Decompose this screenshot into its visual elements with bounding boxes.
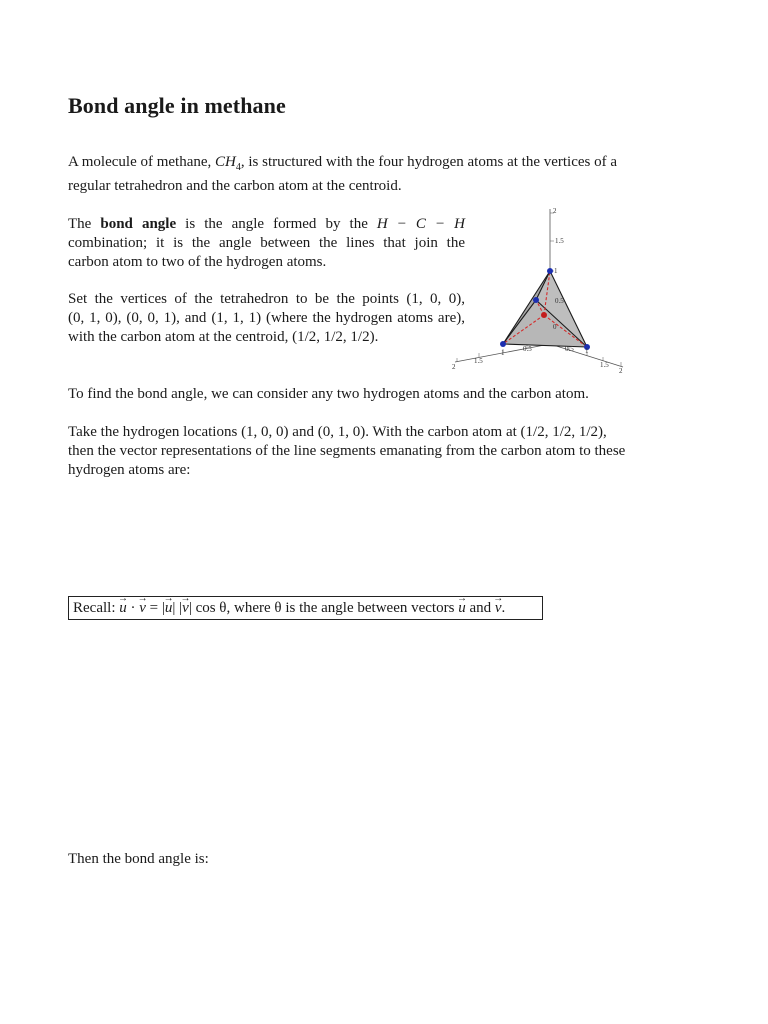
hch-expression: H − C − H [376, 216, 465, 232]
take-line-2: then the vector representations of the line segments emanating from the carbon atom to these [68, 443, 626, 459]
vertices-line-3: with the carbon atom at the centroid, (1/2, 1/2, 1/2). [68, 329, 379, 345]
page-title: Bond angle in methane [68, 93, 286, 118]
vertices-paragraph [68, 290, 465, 347]
bond-angle-term: bond angle [100, 216, 177, 232]
tick-label-z15: 1.5 [555, 237, 564, 245]
methane-formula: CH [215, 154, 236, 170]
hydrogen-vertex-top [547, 268, 553, 274]
tick-label-x2: 2 [452, 363, 456, 371]
bond-angle-paragraph [68, 215, 465, 272]
hydrogen-vertex-front [533, 297, 539, 303]
tick-label-z2: 2 [553, 207, 557, 215]
vector-v: → v [139, 597, 146, 619]
bond-angle-line-2: combination; it is the angle between the lines that join the [68, 235, 465, 251]
hydrogen-vertex-left [500, 341, 506, 347]
tick-label-z05: 0.5 [555, 297, 564, 305]
intro-paragraph [68, 153, 668, 196]
tick-label-y15: 1.5 [600, 361, 609, 369]
vertices-line-1: Set the vertices of the tetrahedron to be the points (1, 0, 0), [68, 291, 465, 307]
take-paragraph [68, 423, 688, 480]
vertices-line-2: (0, 1, 0), (0, 0, 1), and (1, 1, 1) (where the hydrogen atoms are), [68, 310, 465, 326]
bond-angle-line-1: The bond angle is the angle formed by the H − C − H [68, 216, 465, 232]
tick-label-x15: 1.5 [474, 357, 483, 365]
tick-label-z0: 0 [553, 323, 557, 331]
then-paragraph: Then the bond angle is: [68, 851, 209, 867]
tick-label-y05: 0.5 [565, 345, 574, 353]
tick-label-y1: 1 [585, 347, 589, 355]
tetrahedron-figure [449, 205, 629, 375]
tick-label-x1: 1 [501, 349, 505, 357]
tick-label-x05: 0.5 [523, 345, 532, 353]
find-paragraph: To find the bond angle, we can consider any two hydrogen atoms and the carbon atom. [68, 386, 589, 402]
carbon-atom [541, 312, 547, 318]
take-line-3: hydrogen atoms are: [68, 462, 191, 478]
tick-label-z1: 1 [554, 267, 558, 275]
intro-line-1: A molecule of methane, $CH_4$, is structured with the four hydrogen atoms at the vertices of a [68, 154, 618, 173]
recall-box: Recall: → u · → v = |→ u| |→ v| cos θ, where θ is the angle between vectors → u and → v. [68, 596, 543, 620]
intro-line-2: regular tetrahedron and the carbon atom at the centroid. [68, 178, 402, 194]
bond-angle-line-3: carbon atom to two of the hydrogen atoms. [68, 254, 327, 270]
take-line-1: Take the hydrogen locations (1, 0, 0) and (0, 1, 0). With the carbon atom at (1/2, 1/2, 1/2), [68, 424, 607, 440]
vector-u: → u [119, 597, 127, 619]
tick-label-y2: 2 [619, 367, 623, 375]
